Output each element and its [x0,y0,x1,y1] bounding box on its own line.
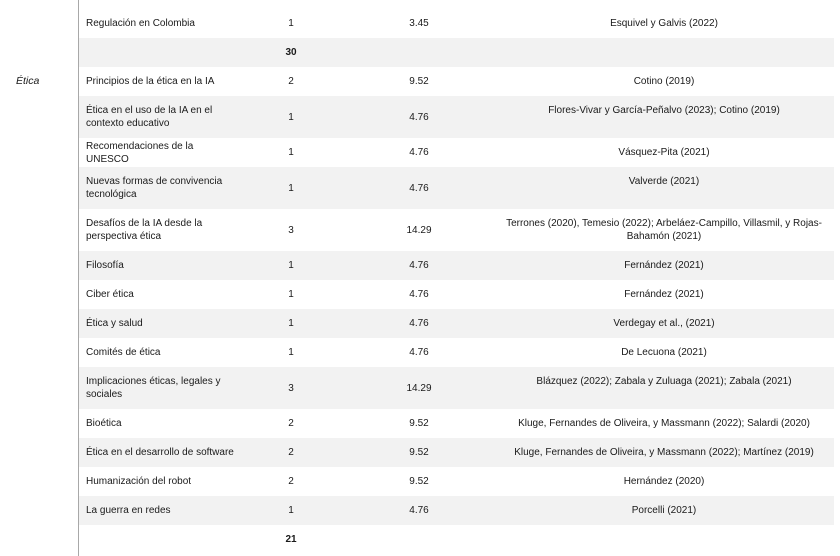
count-cell: 1 [288,318,294,329]
theme-cell: Ciber ética [86,289,134,300]
count-cell: 3 [288,382,294,394]
table-row [79,367,834,409]
subtotal-cell: 21 [285,534,297,545]
theme-cell: Implicaciones éticas, legales y sociales [86,376,221,400]
theme-cell: Ética y salud [86,318,143,329]
count-cell: 1 [288,289,294,300]
authors-cell: Verdegay et al., (2021) [613,318,715,329]
count-cell: 1 [288,147,294,158]
table-row [79,496,834,525]
table-row [79,409,834,438]
percent-cell: 4.76 [409,347,429,358]
authors-cell: De Lecuona (2021) [621,347,707,358]
authors-cell: Fernández (2021) [624,289,704,300]
category-label: Ética [16,75,40,87]
theme-cell: La guerra en redes [86,505,171,516]
authors-cell: Cotino (2019) [633,76,695,87]
authors-cell: Porcelli (2021) [631,505,697,516]
percent-cell: 4.76 [409,147,429,158]
table-row [79,467,834,496]
percent-cell: 4.76 [409,505,429,516]
authors-cell: Kluge, Fernandes de Oliveira, y Massmann (2022); Martínez (2019) [514,447,814,458]
percent-cell: 4.76 [409,111,429,123]
table-row [79,251,834,280]
theme-cell: Desafíos de la IA desde la perspectiva ética [86,218,203,242]
theme-cell: Filosofía [86,260,124,271]
theme-cell: Nuevas formas de convivencia tecnológica [86,176,223,200]
table-row [79,96,834,138]
authors-cell: Terrones (2020), Temesio (2022); Arbeláez-Campillo, Villasmil, y Rojas-Bahamón (2021) [506,218,822,242]
theme-cell: Bioética [86,418,122,429]
count-cell: 3 [288,224,294,236]
count-cell: 2 [288,76,294,87]
theme-cell: Comités de ética [86,347,161,358]
count-cell: 1 [288,18,294,29]
count-cell: 2 [288,476,294,487]
percent-cell: 4.76 [409,260,429,271]
theme-cell: Principios de la ética en la IA [86,76,215,87]
subtotal-cell: 30 [285,47,297,58]
authors-cell: Hernández (2020) [623,476,705,487]
percent-cell: 4.76 [409,182,429,194]
percent-cell: 9.52 [409,476,429,487]
theme-cell: Recomendaciones de la UNESCO [86,140,194,165]
theme-cell: Humanización del robot [86,476,192,487]
count-cell: 1 [288,347,294,358]
table-row [79,338,834,367]
table-row [79,280,834,309]
percent-cell: 3.45 [409,18,429,29]
table-row [79,67,834,96]
theme-cell: Ética en el uso de la IA en el contexto educativo [86,105,213,129]
theme-cell: Regulación en Colombia [86,18,195,29]
count-cell: 1 [288,260,294,271]
authors-cell: Blázquez (2022); Zabala y Zuluaga (2021); Zabala (2021) [536,376,792,387]
table-row [79,9,834,38]
count-cell: 2 [288,447,294,458]
percent-cell: 4.76 [409,289,429,300]
percent-cell: 14.29 [406,224,432,236]
percent-cell: 9.52 [409,76,429,87]
subtotal-row [79,38,834,67]
count-cell: 1 [288,182,294,194]
authors-cell: Kluge, Fernandes de Oliveira, y Massmann (2022); Salardi (2020) [518,418,810,429]
count-cell: 1 [288,111,294,123]
percent-cell: 9.52 [409,447,429,458]
authors-cell: Esquivel y Galvis (2022) [610,18,718,29]
authors-cell: Vásquez-Pita (2021) [618,147,710,158]
table-row [79,138,834,167]
theme-cell: Ética en el desarrollo de software [86,447,234,458]
percent-cell: 14.29 [406,382,432,394]
authors-cell: Valverde (2021) [628,176,700,187]
table-row [79,209,834,251]
count-cell: 2 [288,418,294,429]
table-row [79,167,834,209]
authors-cell: Flores-Vivar y García-Peñalvo (2023); Cotino (2019) [548,105,780,116]
table-row [79,309,834,338]
percent-cell: 9.52 [409,418,429,429]
table-row [79,438,834,467]
percent-cell: 4.76 [409,318,429,329]
count-cell: 1 [288,505,294,516]
subtotal-row [79,525,834,554]
authors-cell: Fernández (2021) [624,260,704,271]
